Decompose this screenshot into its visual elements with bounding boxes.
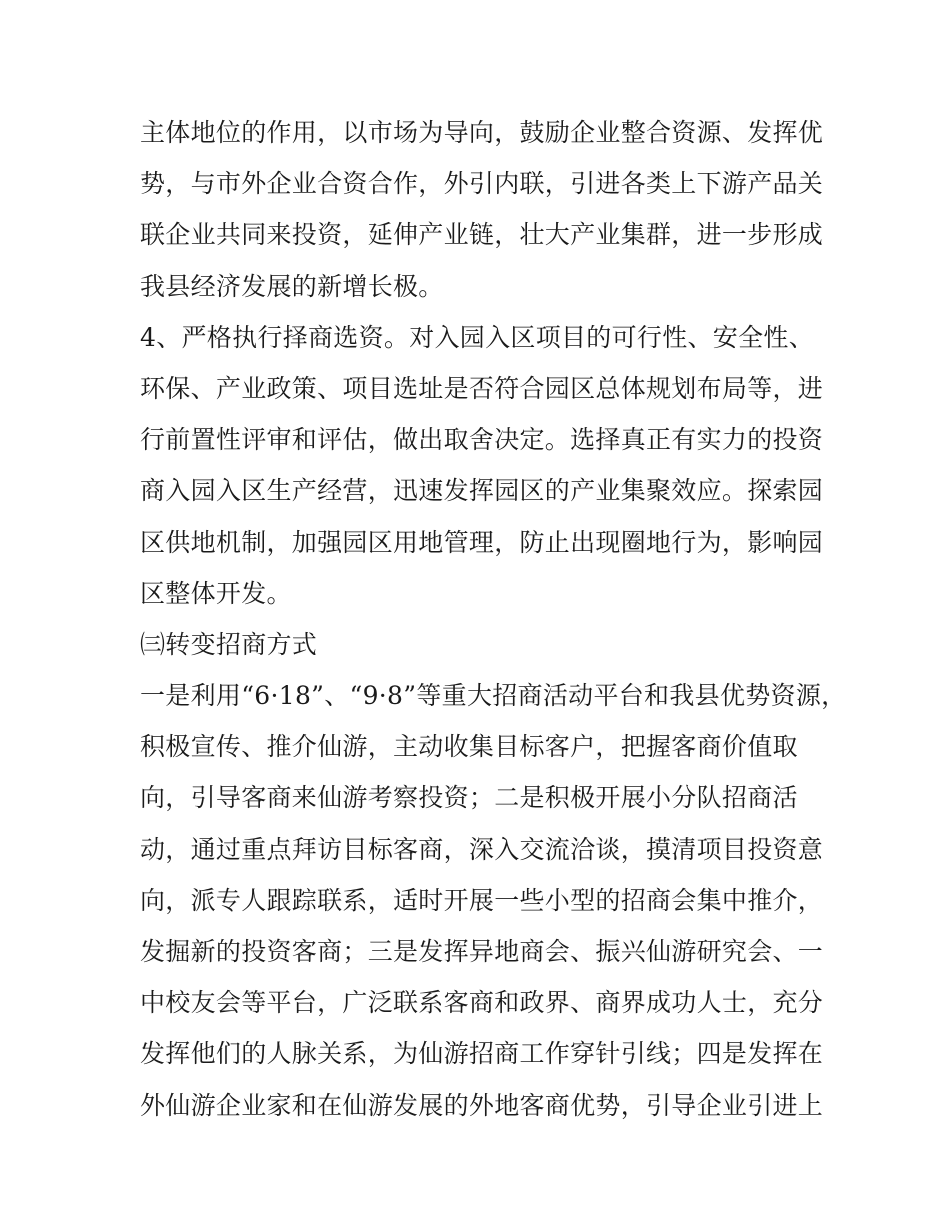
text-line: 环保、产业政策、项目选址是否符合园区总体规划布局等，进 [140, 373, 824, 403]
text-line: 一是利用“6·18”、“9·8”等重大招商活动平台和我县优势资源， [140, 681, 847, 711]
text-line: 外仙游企业家和在仙游发展的外地客商优势，引导企业引进上 [140, 1090, 824, 1120]
text-line: 发挥他们的人脉关系，为仙游招商工作穿针引线；四是发挥在 [140, 1039, 824, 1069]
text-line: 向，引导客商来仙游考察投资；二是积极开展小分队招商活 [140, 783, 798, 813]
section-heading: ㈢转变招商方式 [140, 629, 318, 659]
text-line: 动，通过重点拜访目标客商，深入交流洽谈，摸清项目投资意 [140, 834, 824, 864]
text-line: 我县经济发展的新增长极。 [140, 271, 444, 301]
text-line: 发掘新的投资客商；三是发挥异地商会、振兴仙游研究会、一 [140, 937, 824, 966]
text-line: 区供地机制，加强园区用地管理，防止出现圈地行为，影响园 [140, 527, 824, 557]
section-item-4: 4、严格执行择商选资。对入园入区项目的可行性、安全性、 [140, 322, 815, 352]
body-text [140, 107, 847, 1131]
text-line: 积极宣传、推介仙游，主动收集目标客户，把握客商价值取 [140, 732, 798, 762]
text-line: 行前置性评审和评估，做出取舍决定。选择真正有实力的投资 [140, 425, 824, 455]
text-line: 主体地位的作用，以市场为导向，鼓励企业整合资源、发挥优 [140, 118, 824, 147]
text-line: 区整体开发。 [140, 578, 292, 608]
text-line: 势，与市外企业合资合作，外引内联，引进各类上下游产品关 [140, 169, 824, 199]
text-line: 向，派专人跟踪联系，适时开展一些小型的招商会集中推介， [140, 885, 824, 915]
text-line: 中校友会等平台，广泛联系客商和政界、商界成功人士，充分 [140, 988, 824, 1018]
text-line: 联企业共同来投资，延伸产业链，壮大产业集群，进一步形成 [140, 220, 824, 250]
text-line: 商入园入区生产经营，迅速发挥园区的产业集聚效应。探索园 [140, 476, 824, 506]
